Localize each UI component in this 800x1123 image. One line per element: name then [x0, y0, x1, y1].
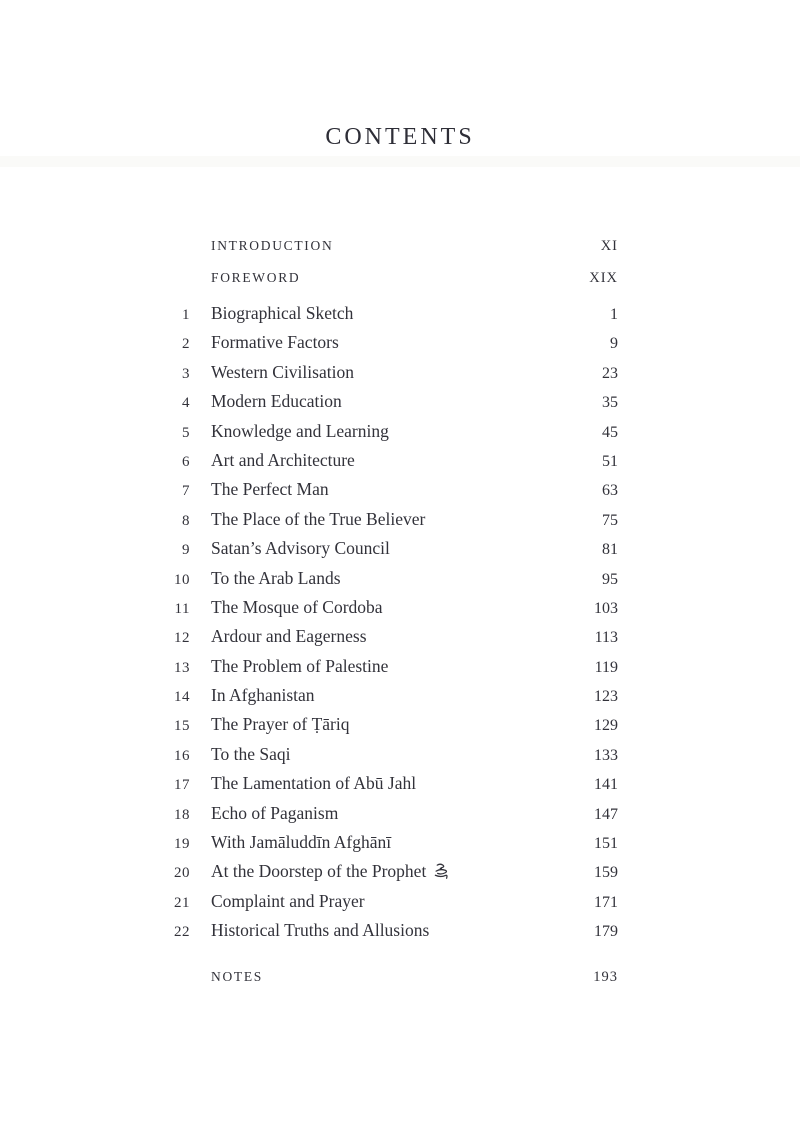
toc-row-chapter [170, 828, 618, 857]
chapter-page-number: 133 [594, 746, 618, 764]
chapter-title [190, 887, 574, 916]
chapter-number: 22 [174, 924, 190, 941]
toc-row-chapter [170, 799, 618, 828]
chapter-number: 15 [174, 718, 190, 735]
chapter-title-text: To the Saqi [211, 743, 291, 764]
chapter-title [190, 534, 574, 563]
toc-row-chapter [170, 299, 618, 328]
toc-row-matter [170, 262, 618, 294]
chapter-title-text: Historical Truths and Allusions [211, 920, 430, 941]
chapter-number: 20 [174, 865, 190, 882]
chapter-number: 16 [174, 747, 190, 764]
chapter-title-text: In Afghanistan [211, 685, 315, 706]
chapter-number: 19 [174, 836, 190, 853]
chapter-page-number: 147 [594, 805, 618, 823]
toc-row-chapter [170, 417, 618, 446]
entry-label: FOREWORD [211, 270, 301, 285]
toc-row-chapter [170, 622, 618, 651]
toc-row-chapter [170, 652, 618, 681]
chapter-number: 18 [174, 806, 190, 823]
chapter-title-text: Biographical Sketch [211, 303, 354, 323]
chapters-section [170, 299, 618, 946]
chapter-title-text: To the Arab Lands [211, 567, 341, 588]
toc-row-chapter [170, 358, 618, 387]
chapter-title [190, 681, 574, 710]
toc-row-chapter [170, 681, 618, 710]
chapter-number: 2 [182, 336, 190, 353]
chapter-title-text: The Lamentation of Abū Jahl [211, 773, 417, 794]
chapter-page-number: 75 [602, 511, 618, 529]
chapter-title [190, 446, 574, 475]
chapter-title-text: With Jamāluddīn Afghānī [211, 832, 392, 853]
chapter-title-text: The Prayer of Ṭāriq [211, 714, 350, 735]
chapter-title-text: The Perfect Man [211, 479, 329, 500]
chapter-title-text: The Problem of Palestine [211, 655, 389, 676]
toc-row-chapter [170, 887, 618, 916]
chapter-page-number: 179 [594, 923, 618, 941]
toc-row-chapter [170, 857, 618, 886]
prophet-honorific-icon [432, 862, 450, 881]
chapter-page-number: 119 [594, 658, 618, 676]
entry-page-number: 193 [593, 968, 618, 985]
toc-row-chapter [170, 505, 618, 534]
chapter-page-number: 35 [602, 394, 618, 412]
chapter-title [190, 652, 574, 681]
toc-row-chapter [170, 387, 618, 416]
chapter-title [190, 299, 574, 328]
chapter-page-number: 51 [602, 452, 618, 470]
chapter-title-text: Art and Architecture [211, 449, 355, 470]
chapter-page-number: 81 [602, 541, 618, 559]
chapter-title-text: At the Doorstep of the Prophet [211, 861, 427, 882]
back-matter-section [170, 961, 618, 993]
chapter-title-text: Modern Education [211, 391, 342, 412]
chapter-page-number: 151 [594, 835, 618, 853]
toc-row-chapter [170, 475, 618, 504]
chapter-title [190, 387, 574, 416]
chapter-title [190, 505, 574, 534]
chapter-number: 5 [182, 424, 190, 441]
chapter-title-text: Knowledge and Learning [211, 420, 389, 441]
chapter-number: 8 [182, 512, 190, 529]
toc-row-chapter [170, 593, 618, 622]
chapter-title [190, 593, 574, 622]
chapter-page-number: 9 [610, 335, 618, 353]
chapter-title-text: Formative Factors [211, 332, 339, 353]
chapter-number: 10 [174, 571, 190, 588]
toc-row-chapter [170, 710, 618, 739]
chapter-title [190, 769, 574, 798]
toc-row-chapter [170, 916, 618, 945]
entry-label: INTRODUCTION [211, 238, 334, 253]
entry-page-number: XI [600, 238, 618, 254]
chapter-page-number: 45 [602, 423, 618, 441]
page-title: CONTENTS [325, 124, 475, 150]
chapter-page-number: 1 [610, 306, 618, 323]
chapter-title [190, 799, 574, 828]
entry-label: NOTES [211, 968, 263, 984]
toc-row-chapter [170, 446, 618, 475]
chapter-number: 11 [174, 600, 190, 617]
table-of-contents [170, 230, 618, 993]
chapter-page-number: 23 [602, 364, 618, 382]
chapter-title [190, 828, 574, 857]
chapter-number: 4 [182, 395, 190, 412]
chapter-page-number: 63 [602, 482, 618, 500]
entry-page-number: XIX [589, 270, 618, 286]
chapter-title-text: The Mosque of Cordoba [211, 596, 383, 617]
chapter-page-number: 103 [594, 599, 618, 617]
chapter-number: 6 [182, 453, 190, 470]
chapter-title-text: Echo of Paganism [211, 802, 339, 823]
chapter-number: 7 [182, 483, 190, 500]
chapter-number: 3 [182, 365, 190, 382]
toc-row-chapter [170, 564, 618, 593]
chapter-number: 1 [182, 307, 190, 323]
chapter-title [190, 564, 574, 593]
chapter-title [190, 916, 574, 945]
chapter-title [190, 857, 574, 886]
toc-row-chapter [170, 740, 618, 769]
chapter-title [190, 710, 574, 739]
chapter-page-number: 123 [594, 688, 618, 706]
chapter-title [190, 622, 574, 651]
chapter-number: 17 [174, 777, 190, 794]
chapter-title [190, 417, 574, 446]
chapter-page-number: 141 [594, 776, 618, 794]
chapter-title [190, 328, 574, 357]
chapter-number: 14 [174, 689, 190, 706]
chapter-page-number: 129 [594, 717, 618, 735]
chapter-number: 21 [174, 894, 190, 911]
chapter-page-number: 171 [594, 893, 618, 911]
chapter-number: 13 [174, 659, 190, 676]
toc-row-chapter [170, 534, 618, 563]
chapter-page-number: 95 [602, 570, 618, 588]
chapter-title-text: The Place of the True Believer [211, 508, 426, 529]
chapter-title [190, 740, 574, 769]
chapter-page-number: 159 [594, 864, 618, 882]
chapter-title [190, 358, 574, 387]
chapter-page-number: 113 [594, 629, 618, 647]
scan-artifact-band [0, 156, 800, 167]
chapter-title [190, 475, 574, 504]
toc-row-matter [170, 961, 618, 993]
toc-row-chapter [170, 769, 618, 798]
front-matter-section [170, 230, 618, 294]
toc-row-chapter [170, 328, 618, 357]
chapter-title-text: Ardour and Eagerness [211, 626, 367, 647]
chapter-title-text: Satan’s Advisory Council [211, 538, 390, 559]
chapter-number: 9 [182, 542, 190, 559]
chapter-number: 12 [174, 630, 190, 647]
chapter-title-text: Complaint and Prayer [211, 890, 365, 911]
chapter-title-text: Western Civilisation [211, 361, 354, 382]
toc-row-matter [170, 230, 618, 262]
